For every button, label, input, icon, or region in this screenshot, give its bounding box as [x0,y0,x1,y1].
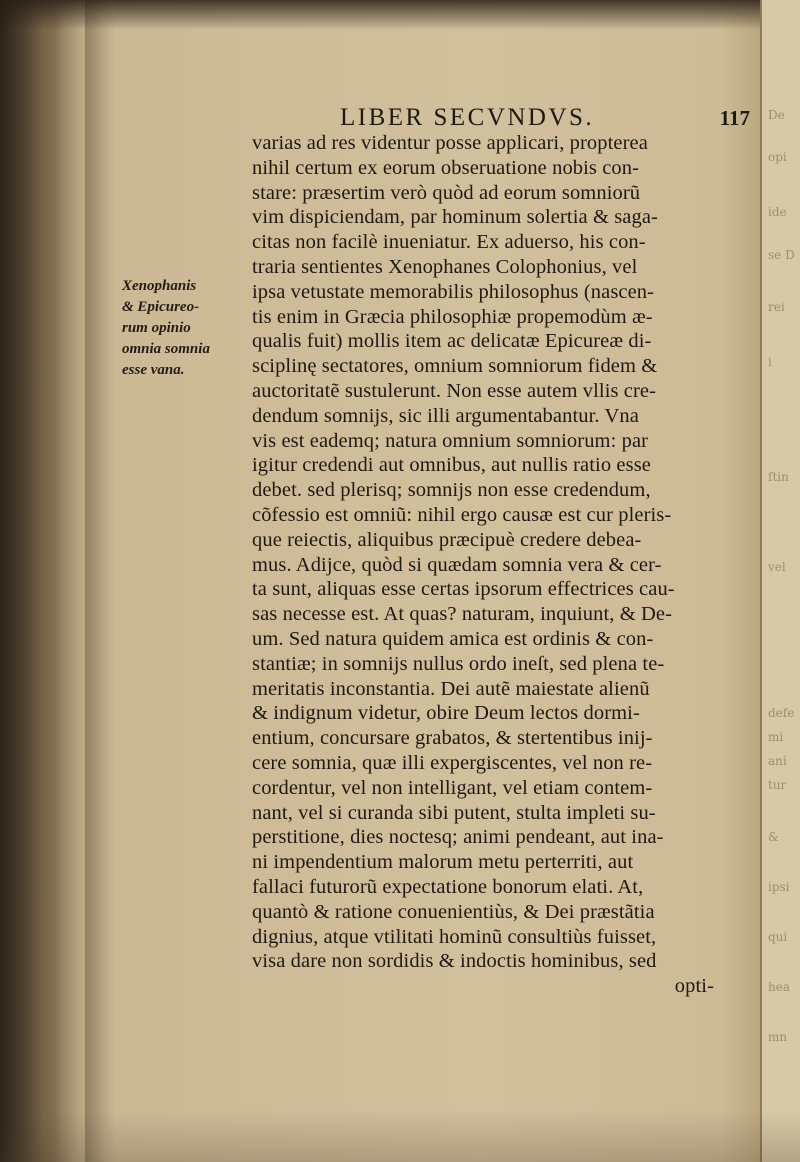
page-number: 117 [719,106,750,130]
marginal-note-line: rum opinio [122,320,191,336]
catchword: opti- [674,975,714,998]
text-line: qualis fuit) mollis item ac delicatæ Epicureæ di- [252,330,652,353]
marginal-note-line: omnia somnia [122,341,210,357]
marginal-note-line: Xenophanis [122,278,197,294]
text-line: nant, vel si curanda sibi putent, stulta impleti su- [252,801,656,824]
adjacent-fragment: vel [768,560,786,574]
adjacent-fragment: mi [768,730,784,744]
running-head [340,104,750,134]
text-line: stare: præsertim verò quòd ad eorum somniorũ [252,181,641,204]
text-line: que reiectis, aliquibus præcipuè credere debea- [252,528,642,551]
page-gutter [85,0,115,1162]
text-line: vim dispiciendam, par hominum solertia & saga- [252,206,658,229]
adjacent-fragment: defe [768,706,795,720]
text-line: sciplinę sectatores, omnium somniorum fidem & [252,355,658,378]
text-line: dignius, atque vtilitati hominũ consultiùs fuisset, [252,925,657,948]
marginal-note-line: & Epicureo- [122,299,200,315]
text-line: debet. sed plerisq; somnijs non esse credendum, [252,479,651,502]
text-line: perstitione, dies noctesq; animi pendeant, aut ina- [252,826,664,849]
text-line: & indignum videtur, obire Deum lectos dormi- [252,702,640,725]
adjacent-fragment: ide [768,205,787,219]
text-line: tis enim in Græcia philosophiæ propemodùm æ- [252,305,653,328]
text-line: entium, concursare grabatos, & stertentibus inij- [252,727,653,750]
text-line: traria sentientes Xenophanes Colophonius, vel [252,255,638,278]
adjacent-fragment: qui [768,930,788,944]
adjacent-fragment: tur [768,778,787,792]
marginal-note-line: esse vana. [122,362,185,378]
text-line: fallaci futurorũ expectatione bonorum elati. At, [252,875,644,898]
adjacent-fragment: se D [768,248,795,262]
text-line: cordentur, vel non intelligant, vel etiam contem- [252,776,653,799]
book-binding-shadow [0,0,60,1162]
text-line: mus. Adijce, quòd si quædam somnia vera & cer- [252,553,662,576]
adjacent-fragment: & [768,830,779,844]
text-line: dendum somnijs, sic illi argumentabantur. Vna [252,404,639,427]
adjacent-fragment: ani [768,754,787,768]
text-line: meritatis inconstantia. Dei autẽ maiestate alienũ [252,677,650,700]
adjacent-fragment: ipsi [768,880,790,894]
adjacent-fragment: hea [768,980,790,994]
adjacent-fragment: i [768,355,772,369]
text-line: cõfessio est omniũ: nihil ergo causæ est cur pleris- [252,503,672,526]
text-line: citas non facilè inueniatur. Ex aduerso, his con- [252,231,646,254]
marginal-note [122,276,232,381]
text-line: sas necesse est. At quas? naturam, inquiunt, & De- [252,603,673,626]
adjacent-fragment: opi [768,150,787,164]
adjacent-fragment: mn [768,1030,788,1044]
text-line: ni impendentium malorum metu perterriti, aut [252,851,634,874]
adjacent-page-edge [760,0,800,1162]
text-line: vis est eademq; natura omnium somniorum: par [252,429,649,452]
text-line: ipsa vetustate memorabilis philosophus (nascen- [252,280,655,303]
top-edge-shadow [0,0,800,30]
text-line: visa dare non sordidis & indoctis hominibus, sed [252,950,657,973]
text-line: auctoritatẽ sustulerunt. Non esse autem vllis cre- [252,379,657,402]
adjacent-fragment: rei [768,300,785,314]
adjacent-fragment: De [768,108,785,122]
text-line: um. Sed natura quidem amica est ordinis & con- [252,627,654,650]
text-line: igitur credendi aut omnibus, aut nullis ratio esse [252,454,651,477]
text-line: stantiæ; in somnijs nullus ordo ineſt, sed plena te- [252,652,665,675]
main-text-block [252,131,752,999]
adjacent-fragment: ſtin [768,470,789,484]
text-line: cere somnia, quæ illi expergiscentes, vel non re- [252,751,653,774]
text-line: quantò & ratione conuenientiùs, & Dei præstãtia [252,900,655,923]
text-line: nihil certum ex eorum obseruatione nobis con- [252,156,640,179]
text-line: ta sunt, aliquas esse certas ipsorum effectrices cau- [252,578,675,601]
bottom-page-shadow [0,1110,800,1162]
text-line: varias ad res videntur posse applicari, propterea [252,132,648,154]
running-title: LIBER SECVNDVS. [340,104,595,131]
